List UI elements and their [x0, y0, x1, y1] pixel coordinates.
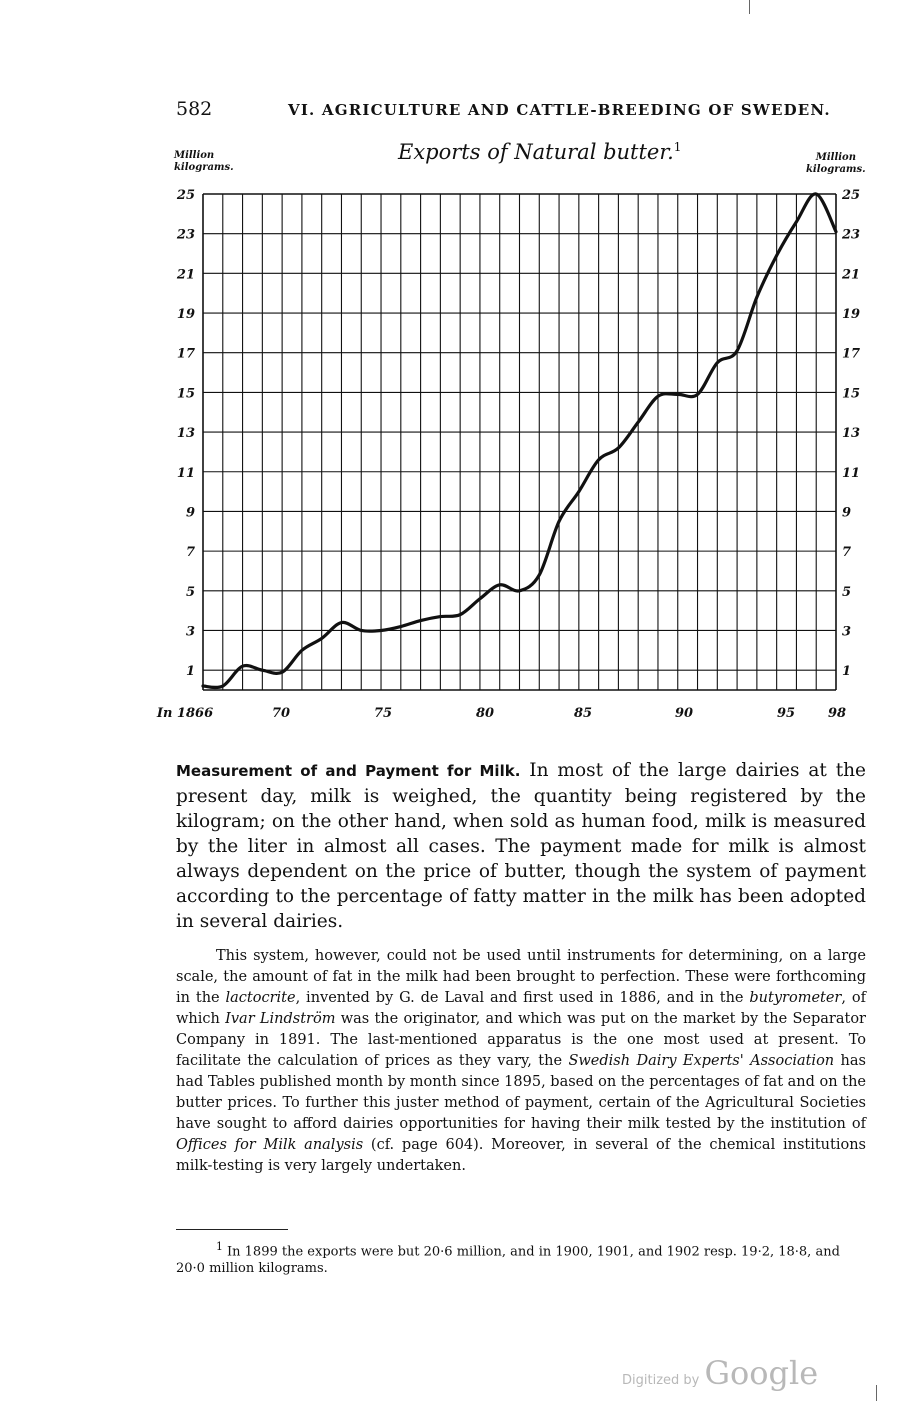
y-tick-label-left: 23 [176, 227, 195, 243]
x-tick-label: 95 [776, 706, 796, 721]
y-tick-label-right: 5 [842, 584, 852, 600]
chart-title: Exports of Natural butter.$^1$ [398, 140, 682, 164]
x-tick-label: 75 [373, 706, 393, 721]
footnote-text: In 1899 the exports were but 20·6 million, and in 1900, 1901, and 1902 resp. 19·2, 18·8, and 20·0 million kilograms. [176, 1244, 840, 1277]
x-tick-label: 90 [674, 706, 694, 721]
y-tick-labels [176, 188, 860, 679]
paragraph-body: In most of the large dairies at the present day, milk is weighed, the quantity being registered by the kilogram; on the other hand, when sold as human food, milk is measured by the liter in almost all cases. The payment made for milk is almost always dependent on the price of butter, though the system of payment according to the percentage of fatty matter in the milk has been adopted in several dairies. [176, 760, 867, 932]
y-tick-label-right: 9 [842, 505, 852, 521]
y-tick-label-left: 11 [176, 465, 195, 481]
footnote [176, 1238, 866, 1277]
x-tick-label: 85 [573, 706, 593, 721]
paragraph-heading: Measurement of and Payment for Milk. [176, 762, 521, 780]
y-tick-label-left: 15 [176, 386, 195, 402]
edge-mark [749, 0, 750, 14]
y-tick-label-right: 15 [842, 386, 861, 402]
watermark-brand: Google [704, 1354, 819, 1392]
y-tick-label-left: 19 [176, 307, 195, 323]
y-tick-label-right: 11 [842, 465, 861, 481]
paragraph-system [176, 946, 866, 1177]
x-tick-labels [156, 706, 846, 721]
y-tick-label-right: 1 [842, 664, 852, 680]
y-tick-label-left: 7 [185, 545, 195, 561]
x-tick-label: In 1866 [156, 706, 214, 721]
chart-title-footnote-mark: 1 [673, 140, 682, 154]
y-tick-label-left: 25 [176, 188, 195, 203]
name-lindstrom: Ivar Lindström [225, 1011, 336, 1027]
y-tick-label-left: 21 [176, 267, 195, 283]
text-run: , invented by G. de Laval and first used in 1886, and in the [295, 990, 750, 1006]
watermark-prefix: Digitized by [622, 1373, 700, 1388]
y-tick-label-right: 13 [842, 426, 861, 442]
y-tick-label-left: 9 [185, 505, 195, 521]
y-tick-label-right: 17 [842, 346, 861, 362]
term-lactocrite: lactocrite [225, 990, 296, 1006]
text-run: , of which [176, 990, 866, 1027]
y-tick-label-right: 19 [842, 307, 861, 323]
y-axis-label-left: Million kilograms. [174, 150, 234, 173]
y-tick-label-left: 13 [176, 426, 195, 442]
y-axis-label-right: Million kilograms. [806, 152, 866, 175]
y-tick-label-left: 17 [176, 346, 195, 362]
y-tick-label-right: 25 [842, 188, 861, 203]
text-run: This system, however, could not be used until instruments for determining, on a large scale, the amount of fat in the milk had been brought to perfection. These were forthcoming in the [176, 948, 866, 1006]
y-tick-label-left: 1 [185, 664, 195, 680]
paragraph-measurement [176, 758, 866, 934]
term-butyrometer: butyrometer [749, 990, 842, 1006]
y-tick-label-right: 21 [842, 267, 861, 283]
x-tick-label: 80 [475, 706, 495, 721]
text-run: (cf. page 604). Moreover, in several of the chemical institutions milk-testing is very largely undertaken. [176, 1137, 866, 1174]
x-tick-label: 70 [271, 706, 291, 721]
x-tick-label: 98 [827, 706, 847, 721]
y-tick-label-left: 3 [185, 624, 195, 640]
y-tick-label-right: 7 [842, 545, 852, 561]
footnote-rule [176, 1229, 288, 1230]
running-head: VI. AGRICULTURE AND CATTLE-BREEDING OF SWEDEN. [288, 101, 831, 119]
y-tick-label-right: 23 [842, 227, 861, 243]
name-offices: Offices for Milk analysis [176, 1137, 364, 1153]
y-tick-label-right: 3 [842, 624, 852, 640]
name-association: Swedish Dairy Experts' Association [568, 1053, 835, 1069]
google-watermark [622, 1354, 818, 1392]
text-run: has had Tables published month by month since 1895, based on the percentages of fat and on the butter prices. To further this juster method of payment, certain of the Agricultural Societies have sought to afford dairies opportunities for having their milk tested by the institution of [176, 1053, 866, 1132]
edge-mark [876, 1385, 877, 1401]
text-run: was the originator, and which was put on the market by the Separator Company in 1891. The last-mentioned apparatus is the one most used at present. To facilitate the calculation of prices as they vary, the [176, 1011, 866, 1069]
chart-grid [203, 194, 836, 690]
page-number: 582 [176, 98, 213, 120]
footnote-mark: 1 [216, 1240, 223, 1253]
y-tick-label-left: 5 [185, 584, 195, 600]
